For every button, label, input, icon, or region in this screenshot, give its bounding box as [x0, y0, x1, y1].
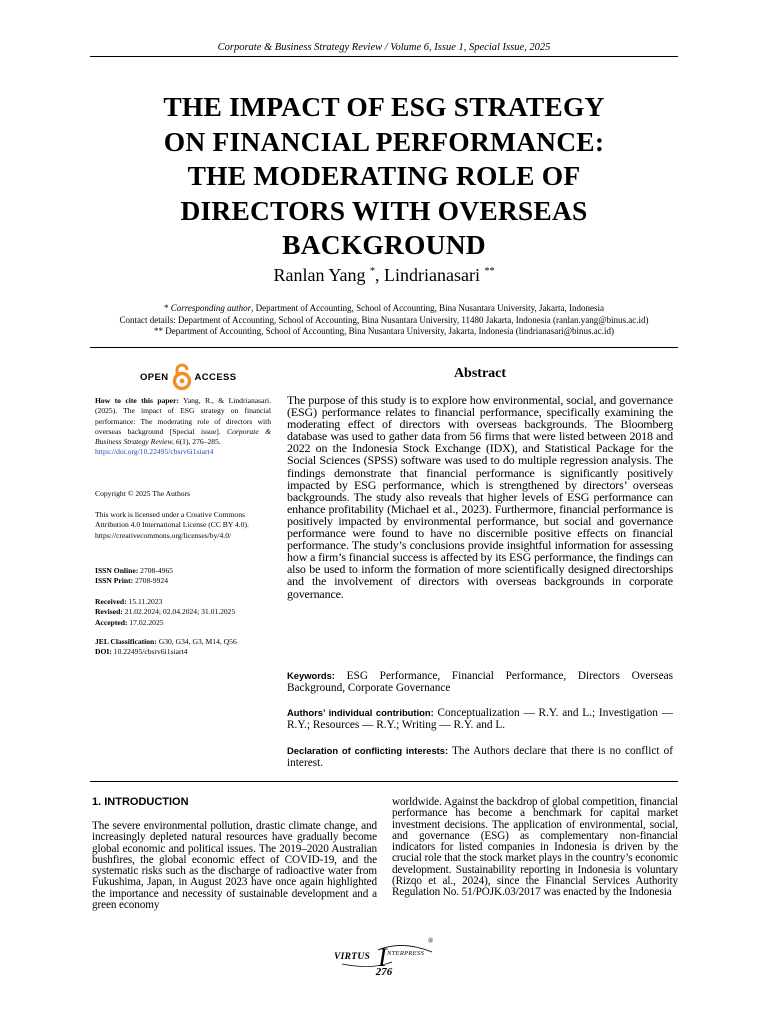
keywords-label: Keywords:	[287, 670, 335, 681]
keywords-text: ESG Performance, Financial Performance, Directors Overseas Background, Corporate Governance	[287, 670, 673, 695]
open-access-right: ACCESS	[194, 371, 237, 383]
title-line: THE MODERATING ROLE OF	[187, 160, 581, 191]
citation-journal: Corporate & Business Strategy Review, 6	[95, 426, 271, 447]
intro-right-column	[392, 797, 678, 899]
author-separator: ,	[375, 265, 385, 285]
license-block	[95, 510, 271, 541]
header-rule	[90, 56, 678, 57]
affiliation-contact: Contact details: Department of Accounting, School of Accounting, Bina Nusantara University, 11480 Jakarta, Indonesia (ranlan.yang@binus.ac.id)	[119, 314, 649, 325]
publisher-logo-sub: NTERPRESS	[387, 950, 425, 957]
jel-classification	[95, 637, 271, 647]
title-line: THE IMPACT OF ESG STRATEGY	[163, 91, 605, 122]
running-header: Corporate & Business Strategy Review / Volume 6, Issue 1, Special Issue, 2025	[217, 42, 551, 53]
title-line: ON FINANCIAL PERFORMANCE:	[163, 125, 605, 157]
issn-online-value: 2708-4965	[138, 566, 174, 575]
affiliation-corresponding	[60, 303, 708, 315]
publisher-logo-text: VIRTUS	[334, 952, 371, 962]
intro-paragraph-left: The severe environmental pollution, drastic climate change, and increasingly depleted natural resources have gradually become global economic and political issues. The 2019–2020 Australian bushfires, the global economic effect of COVID-19, and the systematic risks such as the discharge of radioactive water from Fukushima, Japan, in August 2023 have once again highlighted the importance and necessity of sustainable development and a green economy	[92, 820, 377, 912]
affiliations	[60, 303, 708, 338]
corresponding-label: Corresponding author	[170, 303, 252, 313]
jel-value: G30, G34, G3, M14, Q56	[156, 637, 237, 646]
contribution-label: Authors’ individual contribution:	[287, 707, 434, 718]
issn-print-label: ISSN Print:	[95, 576, 134, 586]
copyright-line: Copyright © 2025 The Authors	[95, 489, 191, 498]
doi-value: 10.22495/cbsrv6i1siart4	[111, 647, 188, 657]
affiliation-rule	[90, 347, 678, 348]
issn-online-label: ISSN Online:	[95, 566, 139, 575]
license-text: This work is licensed under a Creative Commons Attribution 4.0 International License (CC BY 4.0). https://creativecommons.org/licenses/by/4.0/	[95, 510, 249, 540]
received-date	[95, 597, 271, 607]
author-contribution	[287, 707, 673, 731]
conflict-declaration	[287, 745, 673, 769]
abstract-heading: Abstract	[453, 366, 507, 381]
doi-line	[95, 647, 271, 657]
citation-label: How to cite this paper:	[95, 396, 179, 405]
author-name: Ranlan Yang	[273, 265, 366, 285]
issn-print-value: 2708-9924	[133, 576, 168, 586]
intro-left-column	[92, 821, 377, 911]
classification-block	[95, 637, 271, 658]
publisher-logo-initial: I	[378, 943, 387, 972]
affiliation-mark: *	[163, 303, 171, 313]
dates-block	[95, 597, 271, 628]
author-line	[0, 265, 768, 286]
author-mark: **	[484, 266, 495, 277]
conflict-text: The Authors declare that there is no conflict of interest.	[287, 745, 673, 770]
citation-pages: (1), 276–285.	[179, 437, 221, 447]
accepted-date	[95, 618, 271, 628]
paper-title	[90, 90, 678, 263]
keywords	[287, 670, 673, 694]
accepted-label: Accepted:	[95, 617, 128, 627]
intro-paragraph-right: worldwide. Against the backdrop of global competition, financial performance has become a benchmark for capital market investment decisions. The application of environmental, social, and governance (ESG) as complementary non-financial indicators for listed companies in Indonesia is driven by the crucial role that the stock market plays in the country’s economic development. Sustainability reporting in Indonesia is voluntary (Rizqo et al., 2024), since the Financial Services Authority Regulation No. 51/POJK.03/2017 was enacted by the Indonesia	[392, 796, 678, 899]
accepted-value: 17.02.2025	[127, 617, 164, 627]
revised-label: Revised:	[95, 607, 123, 617]
abstract-text: The purpose of this study is to explore how environmental, social, and governance (ESG) performance relates to financial performance, specifically examining the moderating effect of directors with overseas backgrounds. The Bloomberg database was used to gather data from 56 firms that were listed between 2018 and 2022 on the Indonesia Stock Exchange (IDX), and Statistical Package for the Social Sciences (SPSS) software was used to do multiple regression analysis. The findings demonstrate that financial performance is significantly positively impacted by ESG performance, which is strengthened by directors’ overseas backgrounds. The study also reveals that higher levels of ESG performance can enhance profitability (Michael et al., 2023). Furthermore, financial performance is positively impacted by environmental performance, but social and governance performance were found to have no discernible positive effects on financial performance. The study’s conclusions provide insightful information for assessing how a firm’s financial success is affected by its ESG performance, the findings can also be used to inform the formation of more scientifically designed directorships and the involvement of directors with overseas backgrounds in corporate governance.	[287, 393, 673, 601]
page-number: 276	[375, 966, 393, 978]
issn-block	[95, 566, 271, 587]
title-line: DIRECTORS WITH OVERSEAS	[180, 194, 588, 226]
issn-online	[95, 566, 271, 576]
author-mark: *	[370, 266, 376, 277]
title-line: BACKGROUND	[282, 229, 486, 260]
registered-mark: ®	[428, 937, 434, 945]
affiliation-second: ** Department of Accounting, School of Accounting, Bina Nusantara University, Jakarta, Indonesia (lindrianasari@binus.ac.id)	[153, 326, 615, 336]
received-label: Received:	[95, 597, 127, 606]
jel-label: JEL Classification:	[95, 637, 157, 646]
open-access-logo	[140, 362, 237, 392]
doi-label: DOI:	[95, 647, 112, 657]
issn-print	[95, 576, 271, 586]
revised-value: 21.02.2024; 02.04.2024; 31.01.2025	[122, 607, 236, 617]
revised-date	[95, 607, 271, 617]
section-heading: 1. INTRODUCTION	[92, 796, 189, 808]
citation-text	[95, 396, 271, 458]
section-rule	[90, 781, 678, 782]
received-value: 15.11.2023	[126, 597, 163, 606]
citation-doi-link[interactable]: https://doi.org/10.22495/cbsrv6i1siart4	[95, 447, 214, 457]
open-access-left: OPEN	[140, 371, 169, 383]
open-lock-icon	[172, 363, 192, 391]
citation-body: Yang, R., & Lindrianasari. (2025). The impact of ESG strategy on financial performance: The moderating role of directors with overseas background [Special issue].	[95, 396, 271, 436]
affiliation-text: , Department of Accounting, School of Accounting, Bina Nusantara University, Jakarta, Indonesia	[251, 303, 604, 313]
conflict-label: Declaration of conflicting interests:	[287, 745, 449, 756]
author-name: Lindrianasari	[384, 265, 480, 285]
citation-block	[95, 396, 271, 458]
contribution-text: Conceptualization — R.Y. and L.; Investigation — R.Y.; Resources — R.Y.; Writing — R.Y. and L.	[287, 707, 673, 732]
